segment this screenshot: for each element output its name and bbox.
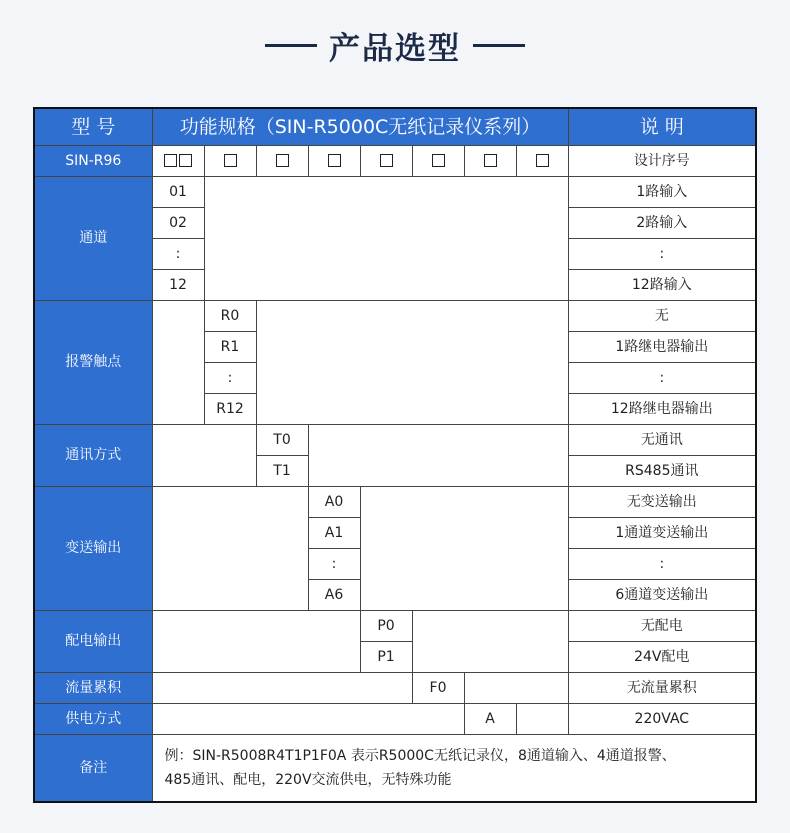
code-box-8 bbox=[516, 146, 568, 177]
flow-code: F0 bbox=[412, 673, 464, 704]
table-row-note bbox=[34, 735, 756, 803]
comm-right-blank bbox=[308, 425, 568, 487]
table-row bbox=[34, 673, 756, 704]
note-line-2: 485通讯、配电，220V交流供电，无特殊功能 bbox=[164, 772, 452, 788]
alarm-desc: 12路继电器输出 bbox=[568, 394, 756, 425]
channel-code: 01 bbox=[152, 177, 204, 208]
transmit-code: : bbox=[308, 549, 360, 580]
transmit-code: A6 bbox=[308, 580, 360, 611]
title-left-rule bbox=[265, 44, 317, 47]
table-header-row bbox=[34, 108, 756, 146]
alarm-code: R0 bbox=[204, 301, 256, 332]
comm-left-blank bbox=[152, 425, 256, 487]
table-row bbox=[34, 425, 756, 456]
channel-desc: 2路输入 bbox=[568, 208, 756, 239]
channel-label: 通道 bbox=[34, 177, 152, 301]
channel-desc: 1路输入 bbox=[568, 177, 756, 208]
supply-label: 供电方式 bbox=[34, 704, 152, 735]
supply-desc: 220VAC bbox=[568, 704, 756, 735]
transmit-desc: 6通道变送输出 bbox=[568, 580, 756, 611]
supply-right-blank bbox=[516, 704, 568, 735]
power-out-desc: 24V配电 bbox=[568, 642, 756, 673]
transmit-code: A1 bbox=[308, 518, 360, 549]
channel-blank bbox=[204, 177, 568, 301]
note-text bbox=[152, 735, 756, 803]
alarm-left-blank bbox=[152, 301, 204, 425]
code-box-1 bbox=[152, 146, 204, 177]
channel-code: : bbox=[152, 239, 204, 270]
transmit-desc: 无变送输出 bbox=[568, 487, 756, 518]
header-spec: 功能规格（SIN-R5000C无纸记录仪系列） bbox=[152, 108, 568, 146]
transmit-code: A0 bbox=[308, 487, 360, 518]
table-row-model bbox=[34, 146, 756, 177]
page-title-block bbox=[0, 20, 790, 70]
table-row bbox=[34, 301, 756, 332]
alarm-desc: 1路继电器输出 bbox=[568, 332, 756, 363]
transmit-label: 变送输出 bbox=[34, 487, 152, 611]
channel-code: 12 bbox=[152, 270, 204, 301]
model-label: SIN-R96 bbox=[34, 146, 152, 177]
power-out-left-blank bbox=[152, 611, 360, 673]
code-box-5 bbox=[360, 146, 412, 177]
transmit-left-blank bbox=[152, 487, 308, 611]
note-label: 备注 bbox=[34, 735, 152, 803]
power-out-desc: 无配电 bbox=[568, 611, 756, 642]
model-desc: 设计序号 bbox=[568, 146, 756, 177]
page-title: 产品选型 bbox=[329, 30, 461, 67]
header-desc: 说 明 bbox=[568, 108, 756, 146]
table-row bbox=[34, 611, 756, 642]
comm-code: T0 bbox=[256, 425, 308, 456]
flow-label: 流量累积 bbox=[34, 673, 152, 704]
code-box-4 bbox=[308, 146, 360, 177]
transmit-desc: 1通道变送输出 bbox=[568, 518, 756, 549]
supply-code: A bbox=[464, 704, 516, 735]
power-out-code: P1 bbox=[360, 642, 412, 673]
power-out-label: 配电输出 bbox=[34, 611, 152, 673]
channel-desc: 12路输入 bbox=[568, 270, 756, 301]
channel-code: 02 bbox=[152, 208, 204, 239]
power-out-code: P0 bbox=[360, 611, 412, 642]
title-right-rule bbox=[473, 44, 525, 47]
alarm-code: R12 bbox=[204, 394, 256, 425]
flow-right-blank bbox=[464, 673, 568, 704]
power-out-right-blank bbox=[412, 611, 568, 673]
alarm-label: 报警触点 bbox=[34, 301, 152, 425]
channel-desc: : bbox=[568, 239, 756, 270]
table-row bbox=[34, 704, 756, 735]
comm-label: 通讯方式 bbox=[34, 425, 152, 487]
transmit-right-blank bbox=[360, 487, 568, 611]
alarm-desc: : bbox=[568, 363, 756, 394]
code-box-3 bbox=[256, 146, 308, 177]
alarm-code: : bbox=[204, 363, 256, 394]
code-box-6 bbox=[412, 146, 464, 177]
transmit-desc: : bbox=[568, 549, 756, 580]
alarm-code: R1 bbox=[204, 332, 256, 363]
table-row bbox=[34, 177, 756, 208]
comm-desc: 无通讯 bbox=[568, 425, 756, 456]
alarm-right-blank bbox=[256, 301, 568, 425]
code-box-2 bbox=[204, 146, 256, 177]
alarm-desc: 无 bbox=[568, 301, 756, 332]
supply-left-blank bbox=[152, 704, 464, 735]
note-line-1: 例：SIN-R5008R4T1P1F0A 表示R5000C无纸记录仪，8通道输入、4通道报警、 bbox=[164, 748, 676, 764]
table-row bbox=[34, 487, 756, 518]
code-box-7 bbox=[464, 146, 516, 177]
selection-table bbox=[33, 107, 757, 803]
comm-desc: RS485通讯 bbox=[568, 456, 756, 487]
header-model: 型 号 bbox=[34, 108, 152, 146]
flow-left-blank bbox=[152, 673, 412, 704]
comm-code: T1 bbox=[256, 456, 308, 487]
flow-desc: 无流量累积 bbox=[568, 673, 756, 704]
